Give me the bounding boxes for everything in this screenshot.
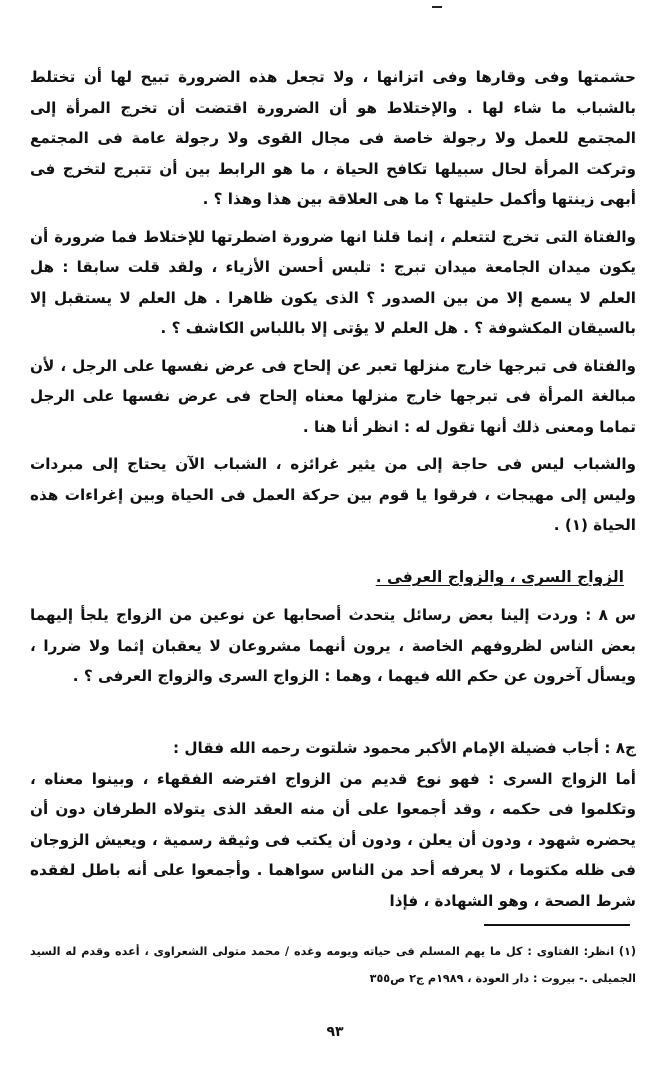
section-heading: الزواج السرى ، والزواج العرفى . [375, 568, 624, 586]
answer-block [30, 733, 636, 916]
paragraph-4: والشباب ليس فى حاجة إلى من يثير غرائزه ، الشباب الآن يحتاج إلى مبردات وليس إلى مهيجات ، فرقوا يا قوم بين حركة العمل فى الحياة وبين إغراءات هذه الحياة (١) . [30, 455, 636, 534]
body-text [30, 62, 636, 541]
top-mark [432, 6, 442, 8]
paragraph-3: والفتاة فى تبرجها خارج منزلها تعبر عن إلحاح فى عرض نفسها على الرجل ، لأن مبالغة المرأة فى تبرجها خارج منزلها معناه إلحاح فى عرض نفسها على الرجل تماما ومعنى ذلك أنها تقول له : انظر أنا هنا . [30, 356, 636, 436]
paragraph-1: حشمتها وفى وقارها وفى اتزانها ، ولا تجعل هذه الضرورة تبيح لها أن تختلط بالشباب ما شاء لها . والإختلاط هو أن الضرورة اقتضت أن تخرج المرأة إلى المجتمع للعمل ولا رجولة خاصة فى مجال القوى ولا رجولة عامة فى المجتمع وتركت المرأة لحال سبيلها تكافح الحياة ، ما هو الرابط بين أن تتبرج لتخرج فى أبهى زينتها وأكمل حليتها ؟ ما هى العلاقة بين هذا وهذا ؟ . [30, 68, 636, 208]
footnote: (١) انظر: الفتاوى : كل ما يهم المسلم فى حياته ويومه وغده / محمد متولى الشعراوى ، أعده وقدم له السيد الجميلى .- بيروت : دار العودة ، ١٩٨٩م ج٢ ص٣٥٥ [30, 945, 636, 985]
question-block [30, 600, 636, 692]
answer-text: أما الزواج السرى : فهو نوع قديم من الزواج افترضه الفقهاء ، وبينوا معناه ، وتكلموا فى حكمه ، وقد أجمعوا على أن منه العقد الذى يتولاه الطرفان دون أن يحضره شهود ، ودون أن يعلن ، ودون أن يكتب فى وثيقة رسمية ، ويعيش الزوجان فى ظله مكتوما ، لا يعرفه أحد من الناس سواهما . وأجمعوا على أنه باطل لفقده شرط الصحة ، وهو الشهادة ، فإذا [30, 769, 636, 910]
page-number: ٩٣ [326, 1024, 344, 1040]
footnote-divider [484, 924, 630, 926]
question-text: س ٨ : وردت إلينا بعض رسائل يتحدث أصحابها عن نوعين من الزواج يلجأ إليهما بعض الناس لظروفهم الخاصة ، يرون أنهما مشروعان لا يعقبان إثما ولا ضررا ، ويسأل آخرون عن حكم الله فيهما ، وهما : الزواج السرى والزواج العرفى ؟ . [30, 606, 637, 685]
paragraph-2: والفتاة التى تخرج لتتعلم ، إنما قلنا انها ضرورة اضطرتها للإختلاط فما ضرورة أن يكون ميدان الجامعة ميدان تبرج : تلبس أحسن الأزياء ، ولقد قلت سابقا : هل العلم لا يسمع إلا من بين الصدور ؟ الذى يكون ظاهرا . هل العلم لا يستقبل إلا بالسيقان المكشوفة ؟ . هل العلم لا يؤتى إلا باللباس الكاشف ؟ . [30, 227, 636, 337]
answer-intro: ج٨ : أجاب فضيلة الإمام الأكبر محمود شلتوت رحمه الله فقال : [172, 739, 636, 757]
